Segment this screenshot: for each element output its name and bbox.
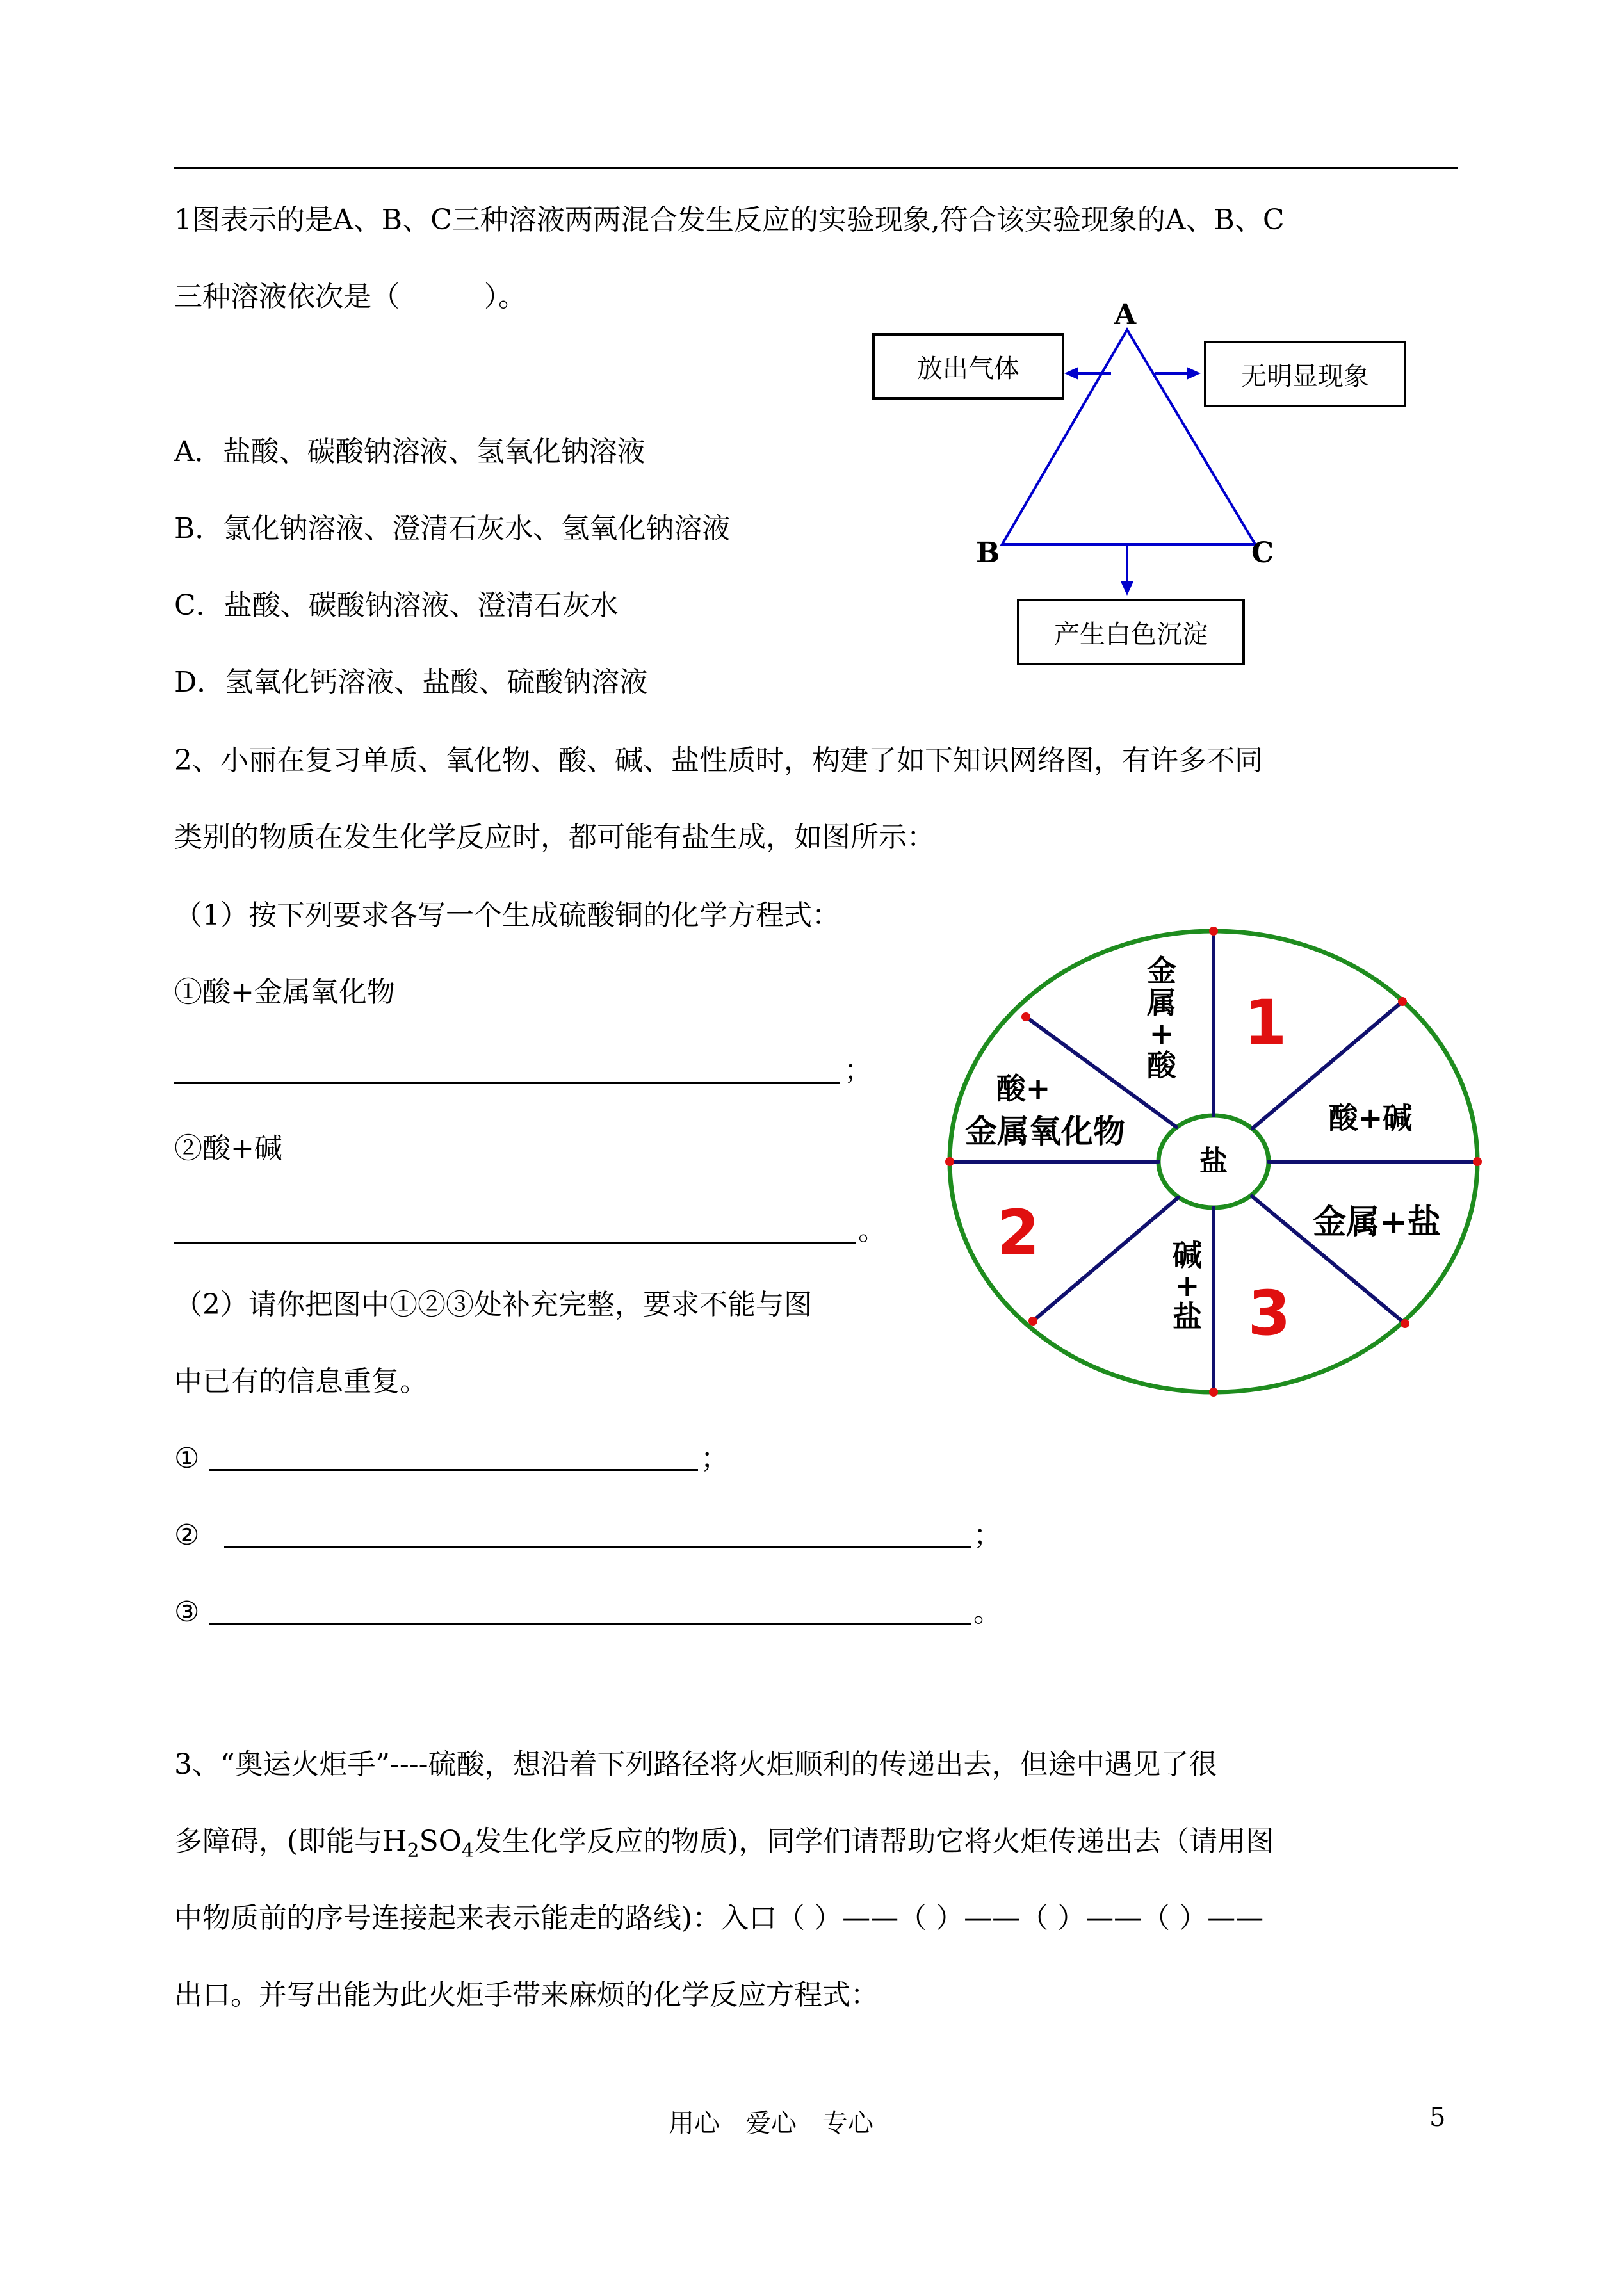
dot-left <box>945 1157 954 1166</box>
q2-item2-end: 。 <box>858 1214 886 1247</box>
salt-formation-wheel <box>941 922 1505 1422</box>
seg-metal-acid-2: 属 <box>1147 985 1176 1020</box>
region-number-3: 3 <box>1247 1277 1291 1349</box>
fill-mark-3: ③ <box>174 1596 200 1628</box>
q2-stem-line2: 类别的物质在发生化学反应时，都可能有盐生成，如图所示： <box>174 821 935 854</box>
q2-part2-line1: （2）请你把图中①②③处补充完整，要求不能与图 <box>174 1288 812 1321</box>
arrow-head-precip <box>1121 581 1133 596</box>
dot-upper-right <box>1398 997 1407 1006</box>
seg-metal-acid-4: 酸 <box>1147 1048 1176 1083</box>
q2-item2: ②酸+碱 <box>174 1132 282 1165</box>
vertex-label-a: A <box>1114 298 1137 331</box>
dot-right <box>1473 1157 1482 1166</box>
answer-blank-fill3[interactable] <box>209 1623 971 1625</box>
gas-released-box <box>872 333 1064 400</box>
region-number-2: 2 <box>996 1197 1040 1269</box>
fill-mark-2: ② <box>174 1519 200 1552</box>
dot-lower-left <box>1028 1317 1037 1326</box>
answer-blank-fill1[interactable] <box>209 1469 698 1471</box>
q1-option-a[interactable]: A．盐酸、碳酸钠溶液、氢氧化钠溶液 <box>174 435 646 468</box>
seg-acid-base: 酸+碱 <box>1328 1101 1413 1135</box>
q3-line1: 3、“奥运火炬手”----硫酸，想沿着下列路径将火炬顺利的传递出去，但途中遇见了很 <box>174 1748 1217 1781</box>
q2-item1-end: ； <box>844 1054 872 1087</box>
header-rule <box>174 167 1458 169</box>
center-salt-label: 盐 <box>1199 1145 1228 1178</box>
dot-bottom <box>1209 1388 1218 1397</box>
no-phenomenon-box <box>1204 341 1406 407</box>
q2-stem-line1: 2、小丽在复习单质、氧化物、酸、碱、盐性质时，构建了如下知识网络图，有许多不同 <box>174 744 1263 777</box>
q3-line2 <box>174 1825 1274 1862</box>
white-precipitate-box <box>1017 599 1245 665</box>
answer-blank-fill2[interactable] <box>224 1546 971 1548</box>
seg-acid-oxide-1: 酸+ <box>996 1071 1051 1106</box>
white-precipitate-label: 产生白色沉淀 <box>1054 619 1208 649</box>
q2-item1: ①酸+金属氧化物 <box>174 976 395 1009</box>
footer-motto: 用心 爱心 专心 <box>669 2109 873 2138</box>
q1-option-d[interactable]: D．氢氧化钙溶液、盐酸、硫酸钠溶液 <box>174 666 648 699</box>
q2-part2-line2: 中已有的信息重复。 <box>174 1365 428 1398</box>
page-number: 5 <box>1429 2103 1446 2132</box>
q1-stem-line1: 1图表示的是A、B、C三种溶液两两混合发生反应的实验现象,符合该实验现象的A、B、C <box>174 204 1285 236</box>
answer-blank-item1[interactable] <box>174 1082 840 1084</box>
seg-base-salt-1: 碱 <box>1173 1238 1202 1272</box>
answer-blank-item2[interactable] <box>174 1242 856 1244</box>
arrow-head-none <box>1187 367 1201 380</box>
fill-end-3: 。 <box>973 1596 1002 1628</box>
q2-part1: （1）按下列要求各写一个生成硫酸铜的化学方程式： <box>174 899 840 932</box>
spoke-lower-left <box>1033 1197 1178 1321</box>
q1-option-b[interactable]: B．氯化钠溶液、澄清石灰水、氢氧化钠溶液 <box>174 512 731 545</box>
dot-upper-left <box>1021 1012 1030 1021</box>
q3-subscript-4: 4 <box>461 1839 474 1862</box>
q3-line2-part-b: SO <box>419 1825 462 1858</box>
q3-line4: 出口。并写出能为此火炬手带来麻烦的化学反应方程式： <box>174 1979 879 2011</box>
fill-end-1: ； <box>701 1442 729 1475</box>
q3-subscript-2: 2 <box>407 1839 419 1862</box>
seg-base-salt-2: + <box>1174 1269 1200 1303</box>
fill-mark-1: ① <box>174 1442 200 1475</box>
q3-line2-part-c: 发生化学反应的物质)，同学们请帮助它将火炬传递出去（请用图 <box>473 1825 1274 1858</box>
seg-metal-acid-3: + <box>1149 1016 1174 1051</box>
gas-released-label: 放出气体 <box>917 353 1019 384</box>
dot-lower-right <box>1401 1319 1409 1328</box>
vertex-label-b: B <box>976 537 1000 569</box>
q3-line3: 中物质前的序号连接起来表示能走的路线)：入口（ ）——（ ）——（ ）——（ ）—— <box>174 1902 1264 1934</box>
q1-stem-line2: 三种溶液依次是（ ）。 <box>174 280 526 313</box>
seg-acid-oxide-2: 金属氧化物 <box>965 1113 1125 1150</box>
q3-line2-part-a: 多障碍，(即能与H <box>174 1825 407 1858</box>
fill-end-2: ； <box>973 1519 1002 1552</box>
dot-top <box>1209 927 1218 936</box>
seg-metal-acid-1: 金 <box>1147 953 1176 988</box>
q1-option-c[interactable]: C．盐酸、碳酸钠溶液、澄清石灰水 <box>174 589 619 622</box>
no-phenomenon-label: 无明显现象 <box>1241 361 1369 391</box>
arrow-head-gas <box>1064 367 1078 380</box>
region-number-1: 1 <box>1244 987 1287 1058</box>
vertex-label-c: C <box>1251 537 1274 569</box>
seg-metal-salt: 金属+盐 <box>1313 1203 1441 1242</box>
seg-base-salt-3: 盐 <box>1173 1299 1202 1334</box>
